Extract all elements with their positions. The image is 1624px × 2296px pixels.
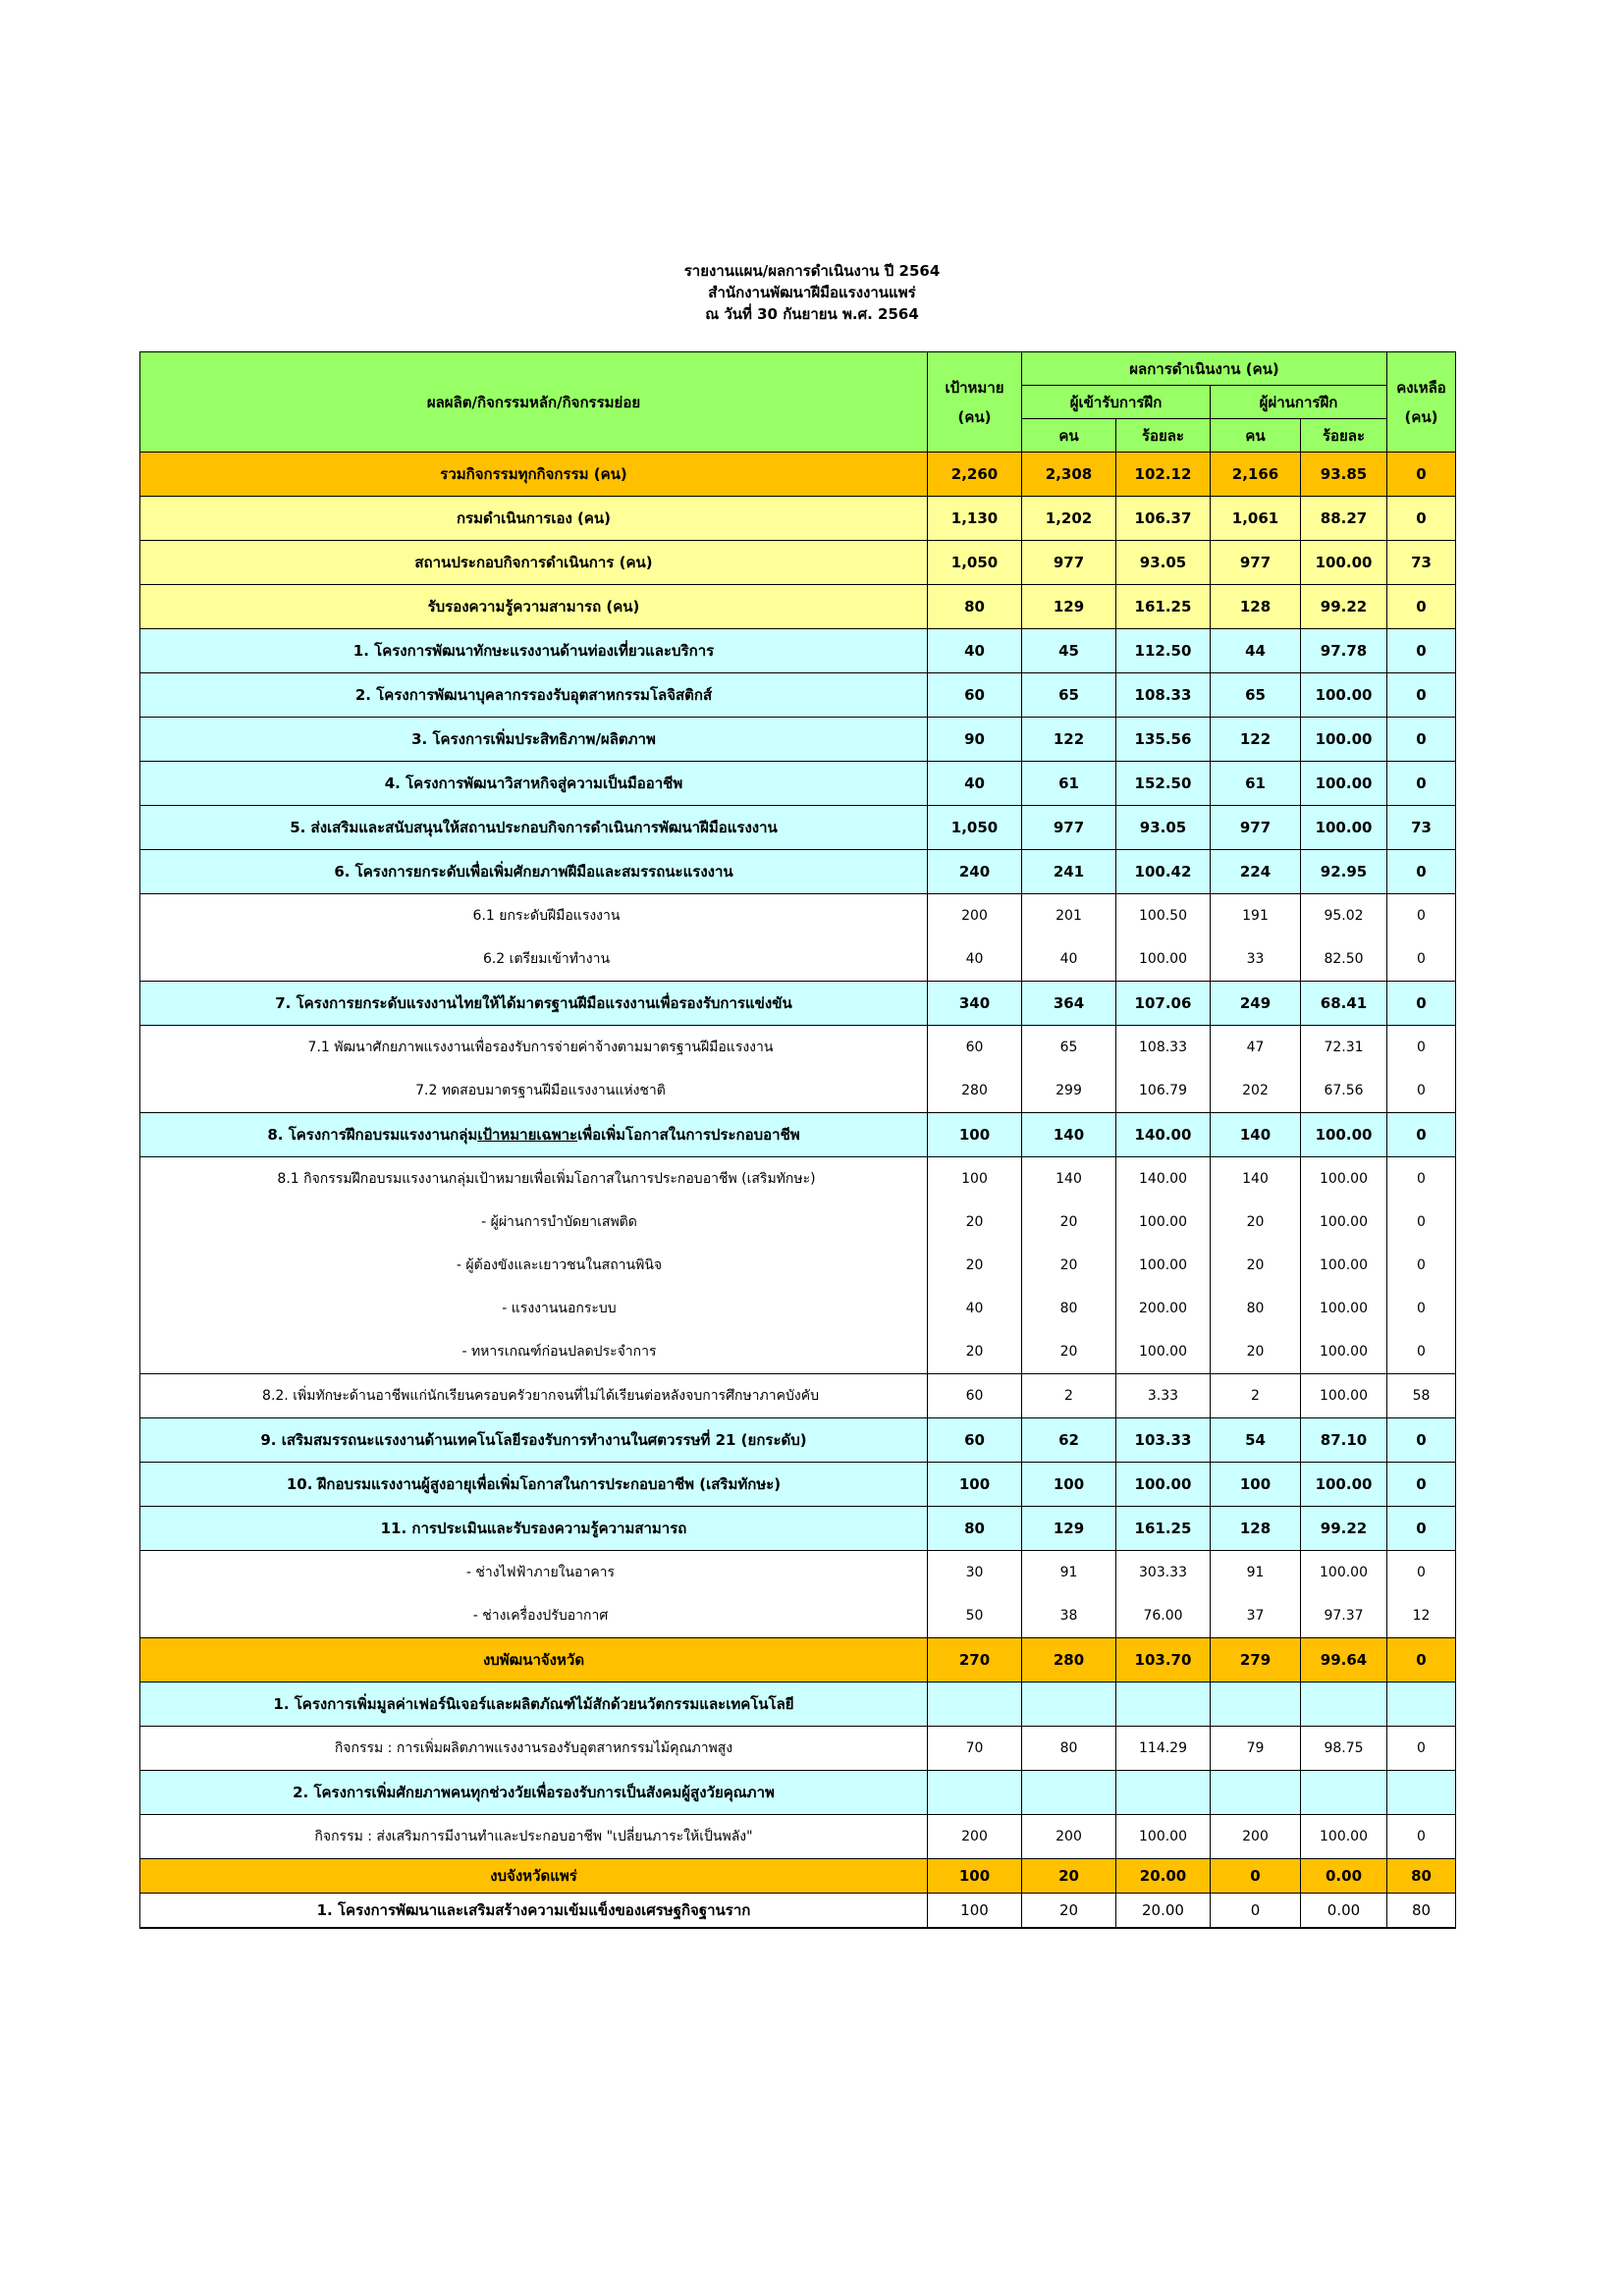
row-label: 10. ฝึกอบรมแรงงานผู้สูงอายุเพื่อเพิ่มโอกาสในการประกอบอาชีพ (เสริมทักษะ) <box>140 1463 928 1507</box>
header-passed: ผู้ผ่านการฝึก <box>1211 386 1387 419</box>
cell-passed-p: 99.22 <box>1301 585 1387 629</box>
table-row <box>140 1771 1456 1815</box>
table-row <box>140 1463 1456 1507</box>
cell-remaining: 58 <box>1387 1374 1456 1418</box>
cell-trainees-p: 100.00 <box>1116 937 1211 982</box>
cell-remaining: 0 <box>1387 1330 1456 1374</box>
row-label-part: 8. โครงการฝึกอบรมแรงงานกลุ่ม <box>267 1126 478 1144</box>
cell-trainees-n: 62 <box>1022 1418 1116 1463</box>
header-trainees-percent: ร้อยละ <box>1116 419 1211 453</box>
table-row <box>140 1594 1456 1638</box>
row-label-part: เพื่อเพิ่มโอกาสในการประกอบอาชีพ <box>577 1126 800 1144</box>
row-label: 1. โครงการพัฒนาทักษะแรงงานด้านท่องเที่ยวและบริการ <box>140 629 928 673</box>
cell-passed-n <box>1211 1771 1301 1815</box>
cell-passed-p: 95.02 <box>1301 894 1387 938</box>
cell-trainees-p: 100.00 <box>1116 1815 1211 1859</box>
cell-passed-n: 128 <box>1211 1507 1301 1551</box>
cell-trainees-n: 241 <box>1022 850 1116 894</box>
table-row <box>140 850 1456 894</box>
cell-target: 40 <box>928 629 1022 673</box>
row-label: 1. โครงการพัฒนาและเสริมสร้างความเข้มแข็งของเศรษฐกิจฐานราก <box>140 1894 928 1929</box>
cell-passed-p: 97.78 <box>1301 629 1387 673</box>
table-row <box>140 1682 1456 1727</box>
cell-passed-n: 33 <box>1211 937 1301 982</box>
cell-trainees-n: 45 <box>1022 629 1116 673</box>
cell-trainees-n: 40 <box>1022 937 1116 982</box>
cell-passed-n: 202 <box>1211 1069 1301 1113</box>
cell-trainees-n: 2,308 <box>1022 453 1116 497</box>
row-label: 9. เสริมสมรรถนะแรงงานด้านเทคโนโลยีรองรับการทำงานในศตวรรษที่ 21 (ยกระดับ) <box>140 1418 928 1463</box>
cell-trainees-n: 140 <box>1022 1113 1116 1157</box>
cell-trainees-p: 161.25 <box>1116 1507 1211 1551</box>
cell-trainees-n: 200 <box>1022 1815 1116 1859</box>
cell-remaining: 0 <box>1387 1463 1456 1507</box>
cell-passed-n: 249 <box>1211 982 1301 1026</box>
cell-remaining: 0 <box>1387 497 1456 541</box>
cell-passed-p: 100.00 <box>1301 1113 1387 1157</box>
header-remaining-unit: (คน) <box>1404 407 1438 426</box>
cell-trainees-p: 100.50 <box>1116 894 1211 938</box>
header-results: ผลการดำเนินงาน (คน) <box>1022 352 1387 386</box>
cell-passed-p: 67.56 <box>1301 1069 1387 1113</box>
cell-trainees-n: 122 <box>1022 718 1116 762</box>
cell-passed-n: 100 <box>1211 1463 1301 1507</box>
cell-trainees-p: 107.06 <box>1116 982 1211 1026</box>
cell-trainees-n: 65 <box>1022 1026 1116 1070</box>
cell-trainees-n: 140 <box>1022 1157 1116 1201</box>
cell-target <box>928 1682 1022 1727</box>
cell-trainees-n: 80 <box>1022 1727 1116 1771</box>
cell-passed-n: 0 <box>1211 1859 1301 1894</box>
cell-trainees-p: 140.00 <box>1116 1157 1211 1201</box>
cell-target: 20 <box>928 1244 1022 1287</box>
cell-passed-p: 100.00 <box>1301 1815 1387 1859</box>
cell-passed-n: 224 <box>1211 850 1301 894</box>
cell-passed-p: 87.10 <box>1301 1418 1387 1463</box>
report-office: สำนักงานพัฒนาฝีมือแรงงานแพร่ <box>708 284 916 301</box>
table-row <box>140 1507 1456 1551</box>
cell-target: 50 <box>928 1594 1022 1638</box>
cell-passed-n: 0 <box>1211 1894 1301 1929</box>
table-row <box>140 1201 1456 1244</box>
cell-passed-n: 200 <box>1211 1815 1301 1859</box>
report-title-block <box>0 260 1624 325</box>
cell-trainees-n: 2 <box>1022 1374 1116 1418</box>
cell-target: 280 <box>928 1069 1022 1113</box>
cell-passed-n: 2,166 <box>1211 453 1301 497</box>
cell-trainees-n: 977 <box>1022 541 1116 585</box>
row-label: 3. โครงการเพิ่มประสิทธิภาพ/ผลิตภาพ <box>140 718 928 762</box>
table-row <box>140 1374 1456 1418</box>
cell-target: 100 <box>928 1894 1022 1929</box>
cell-passed-p: 82.50 <box>1301 937 1387 982</box>
cell-passed-p <box>1301 1771 1387 1815</box>
cell-trainees-p: 103.33 <box>1116 1418 1211 1463</box>
row-label: งบจังหวัดแพร่ <box>140 1859 928 1894</box>
cell-remaining: 0 <box>1387 718 1456 762</box>
cell-remaining: 0 <box>1387 1815 1456 1859</box>
cell-trainees-p: 106.37 <box>1116 497 1211 541</box>
cell-target: 40 <box>928 762 1022 806</box>
cell-target <box>928 1771 1022 1815</box>
cell-trainees-p: 20.00 <box>1116 1859 1211 1894</box>
cell-trainees-p: 161.25 <box>1116 585 1211 629</box>
table-row <box>140 585 1456 629</box>
cell-trainees-p <box>1116 1682 1211 1727</box>
cell-remaining: 0 <box>1387 850 1456 894</box>
cell-passed-p: 100.00 <box>1301 1551 1387 1595</box>
cell-passed-n: 191 <box>1211 894 1301 938</box>
cell-remaining: 0 <box>1387 1157 1456 1201</box>
cell-target: 40 <box>928 1287 1022 1330</box>
table-row <box>140 1330 1456 1374</box>
cell-trainees-p: 102.12 <box>1116 453 1211 497</box>
cell-passed-n: 54 <box>1211 1418 1301 1463</box>
cell-remaining: 0 <box>1387 1551 1456 1595</box>
table-row <box>140 1815 1456 1859</box>
cell-target: 2,260 <box>928 453 1022 497</box>
cell-target: 270 <box>928 1638 1022 1682</box>
cell-passed-p: 100.00 <box>1301 1374 1387 1418</box>
cell-remaining: 0 <box>1387 762 1456 806</box>
row-label: 7. โครงการยกระดับแรงงานไทยให้ได้มาตรฐานฝีมือแรงงานเพื่อรองรับการแข่งขัน <box>140 982 928 1026</box>
cell-trainees-p: 140.00 <box>1116 1113 1211 1157</box>
cell-passed-n: 79 <box>1211 1727 1301 1771</box>
cell-remaining: 0 <box>1387 673 1456 718</box>
row-label: - ผู้ต้องขังและเยาวชนในสถานพินิจ <box>140 1244 928 1287</box>
table-row <box>140 1894 1456 1929</box>
cell-trainees-n: 1,202 <box>1022 497 1116 541</box>
cell-trainees-p <box>1116 1771 1211 1815</box>
cell-target: 40 <box>928 937 1022 982</box>
header-target <box>928 352 1022 453</box>
cell-trainees-p: 303.33 <box>1116 1551 1211 1595</box>
cell-target: 80 <box>928 585 1022 629</box>
row-label: สถานประกอบกิจการดำเนินการ (คน) <box>140 541 928 585</box>
cell-trainees-p: 114.29 <box>1116 1727 1211 1771</box>
row-label: - ช่างไฟฟ้าภายในอาคาร <box>140 1551 928 1595</box>
header-remaining <box>1387 352 1456 453</box>
table-row <box>140 1859 1456 1894</box>
table-row <box>140 497 1456 541</box>
cell-passed-p: 68.41 <box>1301 982 1387 1026</box>
cell-target: 30 <box>928 1551 1022 1595</box>
cell-trainees-p: 100.42 <box>1116 850 1211 894</box>
cell-target: 60 <box>928 1374 1022 1418</box>
cell-passed-n: 128 <box>1211 585 1301 629</box>
header-remaining-label: คงเหลือ <box>1396 378 1446 397</box>
cell-target: 200 <box>928 1815 1022 1859</box>
row-label: งบพัฒนาจังหวัด <box>140 1638 928 1682</box>
cell-passed-p: 93.85 <box>1301 453 1387 497</box>
table-row <box>140 1113 1456 1157</box>
cell-passed-p: 100.00 <box>1301 1330 1387 1374</box>
header-trainees-person: คน <box>1022 419 1116 453</box>
cell-trainees-p: 93.05 <box>1116 541 1211 585</box>
cell-trainees-p: 20.00 <box>1116 1894 1211 1929</box>
cell-target: 340 <box>928 982 1022 1026</box>
cell-target: 60 <box>928 673 1022 718</box>
row-label: - ผู้ผ่านการบำบัดยาเสพติด <box>140 1201 928 1244</box>
cell-target: 100 <box>928 1463 1022 1507</box>
row-label-underlined: เป้าหมายเฉพาะ <box>477 1126 578 1144</box>
cell-trainees-p: 3.33 <box>1116 1374 1211 1418</box>
cell-remaining: 80 <box>1387 1859 1456 1894</box>
table-row <box>140 1638 1456 1682</box>
header-trainees: ผู้เข้ารับการฝึก <box>1022 386 1211 419</box>
table-row <box>140 894 1456 938</box>
table-row <box>140 1727 1456 1771</box>
cell-trainees-n: 977 <box>1022 806 1116 850</box>
cell-remaining: 0 <box>1387 982 1456 1026</box>
cell-passed-n: 20 <box>1211 1330 1301 1374</box>
cell-passed-n: 37 <box>1211 1594 1301 1638</box>
cell-trainees-n: 364 <box>1022 982 1116 1026</box>
cell-passed-n: 47 <box>1211 1026 1301 1070</box>
cell-trainees-n: 20 <box>1022 1201 1116 1244</box>
cell-trainees-n <box>1022 1682 1116 1727</box>
header-passed-percent: ร้อยละ <box>1301 419 1387 453</box>
table-row <box>140 453 1456 497</box>
cell-remaining: 0 <box>1387 1507 1456 1551</box>
report-date: ณ วันที่ 30 กันยายน พ.ศ. 2564 <box>705 305 919 323</box>
cell-passed-p: 100.00 <box>1301 541 1387 585</box>
row-label: กรมดำเนินการเอง (คน) <box>140 497 928 541</box>
cell-trainees-n <box>1022 1771 1116 1815</box>
cell-remaining: 0 <box>1387 453 1456 497</box>
cell-target: 20 <box>928 1330 1022 1374</box>
header-activity: ผลผลิต/กิจกรรมหลัก/กิจกรรมย่อย <box>140 352 928 453</box>
cell-trainees-p: 112.50 <box>1116 629 1211 673</box>
cell-remaining: 0 <box>1387 1069 1456 1113</box>
header-target-unit: (คน) <box>957 407 992 426</box>
cell-target: 1,130 <box>928 497 1022 541</box>
row-label: 11. การประเมินและรับรองความรู้ความสามารถ <box>140 1507 928 1551</box>
cell-trainees-p: 100.00 <box>1116 1201 1211 1244</box>
row-label: กิจกรรม : การเพิ่มผลิตภาพแรงงานรองรับอุตสาหกรรมไม้คุณภาพสูง <box>140 1727 928 1771</box>
row-label: 5. ส่งเสริมและสนับสนุนให้สถานประกอบกิจการดำเนินการพัฒนาฝีมือแรงงาน <box>140 806 928 850</box>
cell-target: 70 <box>928 1727 1022 1771</box>
row-label: 8.2. เพิ่มทักษะด้านอาชีพแก่นักเรียนครอบครัวยากจนที่ไม่ได้เรียนต่อหลังจบการศึกษาภาคบังคับ <box>140 1374 928 1418</box>
cell-target: 200 <box>928 894 1022 938</box>
cell-passed-n: 279 <box>1211 1638 1301 1682</box>
table-row <box>140 937 1456 982</box>
cell-trainees-p: 108.33 <box>1116 673 1211 718</box>
cell-trainees-p: 103.70 <box>1116 1638 1211 1682</box>
cell-remaining: 0 <box>1387 1287 1456 1330</box>
row-label: 7.1 พัฒนาศักยภาพแรงงานเพื่อรองรับการจ่ายค่าจ้างตามมาตรฐานฝีมือแรงงาน <box>140 1026 928 1070</box>
cell-passed-n: 80 <box>1211 1287 1301 1330</box>
row-label: รับรองความรู้ความสามารถ (คน) <box>140 585 928 629</box>
cell-passed-n: 20 <box>1211 1244 1301 1287</box>
cell-passed-p: 100.00 <box>1301 1287 1387 1330</box>
row-label: 6. โครงการยกระดับเพื่อเพิ่มศักยภาพฝีมือและสมรรถนะแรงงาน <box>140 850 928 894</box>
cell-passed-n: 977 <box>1211 806 1301 850</box>
cell-trainees-n: 65 <box>1022 673 1116 718</box>
cell-trainees-n: 280 <box>1022 1638 1116 1682</box>
cell-remaining: 80 <box>1387 1894 1456 1929</box>
cell-passed-n: 977 <box>1211 541 1301 585</box>
cell-remaining: 0 <box>1387 1638 1456 1682</box>
cell-remaining: 0 <box>1387 1418 1456 1463</box>
row-label: 7.2 ทดสอบมาตรฐานฝีมือแรงงานแห่งชาติ <box>140 1069 928 1113</box>
table-row <box>140 982 1456 1026</box>
table-row <box>140 1244 1456 1287</box>
row-label: กิจกรรม : ส่งเสริมการมีงานทำและประกอบอาชีพ "เปลี่ยนภาระให้เป็นพลัง" <box>140 1815 928 1859</box>
header-passed-person: คน <box>1211 419 1301 453</box>
cell-trainees-p: 100.00 <box>1116 1244 1211 1287</box>
table-row <box>140 1026 1456 1070</box>
cell-trainees-p: 152.50 <box>1116 762 1211 806</box>
cell-remaining: 0 <box>1387 629 1456 673</box>
cell-passed-p: 0.00 <box>1301 1859 1387 1894</box>
report-table <box>139 351 1456 1929</box>
cell-passed-p: 100.00 <box>1301 1463 1387 1507</box>
cell-trainees-n: 201 <box>1022 894 1116 938</box>
cell-passed-p: 100.00 <box>1301 673 1387 718</box>
cell-target: 20 <box>928 1201 1022 1244</box>
table-row <box>140 806 1456 850</box>
row-label: - แรงงานนอกระบบ <box>140 1287 928 1330</box>
cell-trainees-p: 100.00 <box>1116 1463 1211 1507</box>
cell-trainees-n: 129 <box>1022 1507 1116 1551</box>
table-row <box>140 718 1456 762</box>
cell-target: 100 <box>928 1157 1022 1201</box>
cell-passed-n: 44 <box>1211 629 1301 673</box>
row-label: 8.1 กิจกรรมฝึกอบรมแรงงานกลุ่มเป้าหมายเพื่อเพิ่มโอกาสในการประกอบอาชีพ (เสริมทักษะ) <box>140 1157 928 1201</box>
row-label: - ทหารเกณฑ์ก่อนปลดประจำการ <box>140 1330 928 1374</box>
cell-trainees-n: 91 <box>1022 1551 1116 1595</box>
cell-passed-p: 100.00 <box>1301 718 1387 762</box>
cell-trainees-p: 76.00 <box>1116 1594 1211 1638</box>
cell-target: 80 <box>928 1507 1022 1551</box>
cell-trainees-p: 93.05 <box>1116 806 1211 850</box>
cell-passed-p: 100.00 <box>1301 762 1387 806</box>
cell-trainees-p: 108.33 <box>1116 1026 1211 1070</box>
cell-remaining <box>1387 1682 1456 1727</box>
cell-target: 60 <box>928 1026 1022 1070</box>
report-title: รายงานแผน/ผลการดำเนินงาน ปี 2564 <box>683 262 941 280</box>
table-row <box>140 1287 1456 1330</box>
cell-trainees-n: 20 <box>1022 1330 1116 1374</box>
cell-passed-p: 100.00 <box>1301 1157 1387 1201</box>
cell-passed-n: 140 <box>1211 1113 1301 1157</box>
cell-remaining: 0 <box>1387 585 1456 629</box>
cell-trainees-n: 80 <box>1022 1287 1116 1330</box>
cell-passed-n: 20 <box>1211 1201 1301 1244</box>
cell-remaining: 0 <box>1387 1113 1456 1157</box>
row-label: 2. โครงการพัฒนาบุคลากรรองรับอุตสาหกรรมโลจิสติกส์ <box>140 673 928 718</box>
row-label: 2. โครงการเพิ่มศักยภาพคนทุกช่วงวัยเพื่อรองรับการเป็นสังคมผู้สูงวัยคุณภาพ <box>140 1771 928 1815</box>
cell-target: 1,050 <box>928 541 1022 585</box>
cell-trainees-n: 129 <box>1022 585 1116 629</box>
row-label: - ช่างเครื่องปรับอากาศ <box>140 1594 928 1638</box>
row-label: 1. โครงการเพิ่มมูลค่าเฟอร์นิเจอร์และผลิตภัณฑ์ไม้สักด้วยนวัตกรรมและเทคโนโลยี <box>140 1682 928 1727</box>
cell-target: 100 <box>928 1859 1022 1894</box>
cell-passed-p: 97.37 <box>1301 1594 1387 1638</box>
cell-trainees-p: 106.79 <box>1116 1069 1211 1113</box>
table-row <box>140 1418 1456 1463</box>
cell-trainees-n: 20 <box>1022 1244 1116 1287</box>
table-row <box>140 1069 1456 1113</box>
row-label: รวมกิจกรรมทุกกิจกรรม (คน) <box>140 453 928 497</box>
cell-passed-n: 61 <box>1211 762 1301 806</box>
cell-remaining: 0 <box>1387 894 1456 938</box>
cell-target: 1,050 <box>928 806 1022 850</box>
cell-passed-p: 72.31 <box>1301 1026 1387 1070</box>
cell-passed-p: 99.22 <box>1301 1507 1387 1551</box>
header-target-label: เป้าหมาย <box>945 378 1004 397</box>
cell-target: 90 <box>928 718 1022 762</box>
cell-passed-p <box>1301 1682 1387 1727</box>
cell-target: 60 <box>928 1418 1022 1463</box>
cell-remaining: 0 <box>1387 1244 1456 1287</box>
cell-passed-n: 1,061 <box>1211 497 1301 541</box>
cell-trainees-p: 135.56 <box>1116 718 1211 762</box>
cell-remaining: 0 <box>1387 1201 1456 1244</box>
cell-remaining: 0 <box>1387 1727 1456 1771</box>
table-row <box>140 629 1456 673</box>
cell-trainees-n: 38 <box>1022 1594 1116 1638</box>
cell-trainees-n: 20 <box>1022 1894 1116 1929</box>
table-row <box>140 1551 1456 1595</box>
cell-passed-n: 140 <box>1211 1157 1301 1201</box>
cell-remaining: 12 <box>1387 1594 1456 1638</box>
row-label <box>140 1113 928 1157</box>
cell-passed-n: 65 <box>1211 673 1301 718</box>
row-label: 4. โครงการพัฒนาวิสาหกิจสู่ความเป็นมืออาชีพ <box>140 762 928 806</box>
table-row <box>140 1157 1456 1201</box>
cell-passed-n: 122 <box>1211 718 1301 762</box>
cell-passed-p: 88.27 <box>1301 497 1387 541</box>
cell-trainees-p: 200.00 <box>1116 1287 1211 1330</box>
row-label: 6.1 ยกระดับฝีมือแรงงาน <box>140 894 928 938</box>
table-row <box>140 541 1456 585</box>
cell-trainees-n: 299 <box>1022 1069 1116 1113</box>
cell-passed-p: 100.00 <box>1301 806 1387 850</box>
cell-passed-p: 99.64 <box>1301 1638 1387 1682</box>
cell-trainees-n: 20 <box>1022 1859 1116 1894</box>
table-row <box>140 762 1456 806</box>
cell-trainees-n: 100 <box>1022 1463 1116 1507</box>
cell-remaining: 73 <box>1387 541 1456 585</box>
cell-remaining <box>1387 1771 1456 1815</box>
cell-target: 100 <box>928 1113 1022 1157</box>
cell-passed-p: 0.00 <box>1301 1894 1387 1929</box>
cell-trainees-n: 61 <box>1022 762 1116 806</box>
cell-passed-n: 91 <box>1211 1551 1301 1595</box>
cell-remaining: 0 <box>1387 1026 1456 1070</box>
cell-remaining: 73 <box>1387 806 1456 850</box>
cell-passed-n: 2 <box>1211 1374 1301 1418</box>
cell-passed-n <box>1211 1682 1301 1727</box>
table-row <box>140 673 1456 718</box>
cell-remaining: 0 <box>1387 937 1456 982</box>
row-label: 6.2 เตรียมเข้าทำงาน <box>140 937 928 982</box>
cell-passed-p: 100.00 <box>1301 1201 1387 1244</box>
cell-passed-p: 92.95 <box>1301 850 1387 894</box>
cell-target: 240 <box>928 850 1022 894</box>
cell-passed-p: 98.75 <box>1301 1727 1387 1771</box>
cell-trainees-p: 100.00 <box>1116 1330 1211 1374</box>
cell-passed-p: 100.00 <box>1301 1244 1387 1287</box>
